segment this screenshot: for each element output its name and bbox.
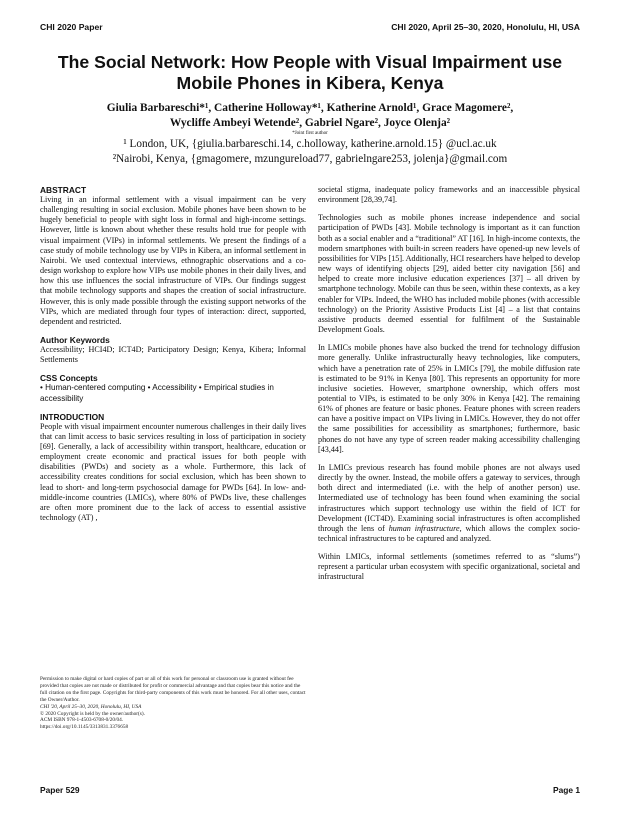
keywords-heading: Author Keywords	[40, 335, 110, 346]
affiliation-line-2: ²Nairobi, Kenya, {gmagomere, mzungureload77, gabrielngare253, jolenja}@gmail.com	[112, 153, 508, 165]
affiliations	[40, 137, 580, 167]
abstract-heading: ABSTRACT	[40, 185, 87, 195]
footer-paper-number: Paper 529	[40, 785, 80, 795]
ccs-text: • Human-centered computing • Accessibility • Empirical studies in accessibility	[40, 383, 274, 403]
footnote-permission: Permission to make digital or hard copies of part or all of this work for personal or classroom use is granted without fee provided that copies are not made or distributed for profit or commercial advantage and that copies bear this notice and the full citation on the first page. Copyrights for third-party components of this work must be honored. For all other uses, contact the Owner/Author.	[40, 676, 306, 703]
left-column	[40, 185, 306, 531]
body-paragraph-3: In LMICs mobile phones have also bucked the trend for technology diffusion more generally. Unlike infrastructurally heavy technologies, like computers, which have a penetration rate of 25% in LMICs [79], the mobile diffusion rate is estimated to be 91% in Kenya [80]. This represents an opportunity for more inclusive societies. However, smartphone ownership, which offers most potential to VIPs, is estimated to be only 30% in Kenya [42]. The remaining 61% of phones are feature or basic phones. Feature phones with screen readers can have a positive impact on VIPs living in LMICs. However, they do not offer the same possibilities for accessibility as smartphones; furthermore, basic phones do not have any type of screen reader making accessibility challenging [43,44].	[318, 343, 580, 454]
keywords-text: Accessibility; HCI4D; ICT4D; Participatory Design; Kenya, Kibera; Informal Settlements	[40, 345, 306, 365]
body-paragraph-4	[318, 463, 580, 544]
ccs-heading: CSS Concepts	[40, 373, 98, 384]
abstract-text: Living in an informal settlement with a visual impairment can be very challenging resulting in social exclusion. Mobile phones have been shown to be hugely beneficial to people with sight loss in formal and high-income settings. However, little is known about whether these results hold true for people with visual impairment (VIPs) in informal settlements. We present the findings of a case study of mobile technology use by VIPs in Kibera, an informal settlement in Nairobi. We used contextual interviews, ethnographic observations and a co-design workshop to explore how VIPs use mobile phones in their daily lives, and how this use influences the social infrastructure of VIPs. Our findings suggest that mobile technology supports and shapes the creation of social infrastructure. However, this is only made possible through the existing support networks of the VIPs, which are mediated through four types of interaction: direct, supported, dependent and restricted.	[40, 195, 306, 326]
joint-author-note: *Joint first author	[292, 131, 328, 136]
human-infrastructure-term: human infrastructure	[388, 523, 460, 533]
author-line-2: Wycliffe Ambeyi Wetende², Gabriel Ngare², Joyce Olenja²	[169, 117, 451, 129]
p4-text-before: In LMICs previous research has found mobile phones are not always used directly by the owner. Instead, the mobile offers a gateway to services, through both direct and intermediated (i.e. with the help of another person) use. Intermediated use of technology has been found when examining the social infrastructures which support technology use within the field of ICT for Development (ICT4D). Examining social infrastructures is often accomplished through the lens of	[318, 462, 580, 533]
footnote-isbn: ACM ISBN 978-1-4503-6708-0/20/04.	[40, 717, 124, 724]
footnote-copyright: © 2020 Copyright is held by the owner/author(s).	[40, 710, 145, 717]
author-line-1: Giulia Barbareschi*¹, Catherine Holloway*¹, Katherine Arnold¹, Grace Magomere²,	[106, 102, 514, 114]
footnote-venue: CHI '20, April 25–30, 2020, Honolulu, HI, USA	[40, 703, 142, 710]
body-paragraph-1: societal stigma, inadequate policy frameworks and an inaccessible physical environment [28,39,74].	[318, 185, 580, 205]
paper-title: The Social Network: How People with Visual Impairment use Mobile Phones in Kibera, Kenya	[57, 52, 563, 93]
affiliation-line-1: ¹ London, UK, {giulia.barbareschi.14, c.holloway, katherine.arnold.15} @ucl.ac.uk	[123, 138, 497, 150]
right-column	[318, 185, 580, 591]
p4-text-after: , which allows the complex socio-technical infrastructures to be captured and analyzed.	[318, 523, 580, 543]
body-paragraph-5: Within LMICs, informal settlements (sometimes referred to as “slums”) represent a particular urban ecosystem with specific organizational, societal and infrastructural	[318, 552, 580, 582]
body-paragraph-2: Technologies such as mobile phones increase independence and social participation of PWDs [43]. Mobile technology is important as it can function both as a social enabler and a “traditional” AT [16]. In high-income contexts, the modern smartphones with built-in screen readers have opened-up new levels of possibilities for VIPs [15]. Additionally, HCI researchers have helped to develop new ways of identifying objects [29], aided better city navigation [56] and helped to create more inclusive education experiences [37] – all driven by smartphone technology. Mobile can thus be seen, within these contexts, as a key enabler for VIPs. Indeed, the WHO has included mobile phones (with accessible technology) on the Priority Assistive Products List [4] – a list that contains assistive products deemed essential for fulfilment of the Sustainable Development Goals.	[318, 213, 580, 335]
running-header-left: CHI 2020 Paper	[40, 22, 103, 32]
footer-page-number: Page 1	[552, 785, 580, 795]
running-header-right: CHI 2020, April 25–30, 2020, Honolulu, HI, USA	[391, 22, 580, 32]
footnote-doi: https://doi.org/10.1145/3313831.3376658	[40, 724, 129, 731]
copyright-footnote	[40, 676, 306, 731]
introduction-heading: INTRODUCTION	[40, 411, 105, 422]
introduction-text: People with visual impairment encounter numerous challenges in their daily lives that can limit access to basic services resulting in loss of participation in society [69]. Generally, a lack of accessibility within transport, healthcare, education or employment create economic and practical issues for both people with disabilities (PWDs) and society as a whole. Furthermore, this lack of accessibility creates conditions for social exclusion, which has been shown to lead to short- and long-term psychosocial damage for PWDs [64]. In low- and-middle-income countries (LMICs), where 80% of PWDs live, these challenges are often more prominent due to the lack of access to essential assistive technology (AT) ,	[40, 421, 306, 523]
author-list	[40, 101, 580, 131]
